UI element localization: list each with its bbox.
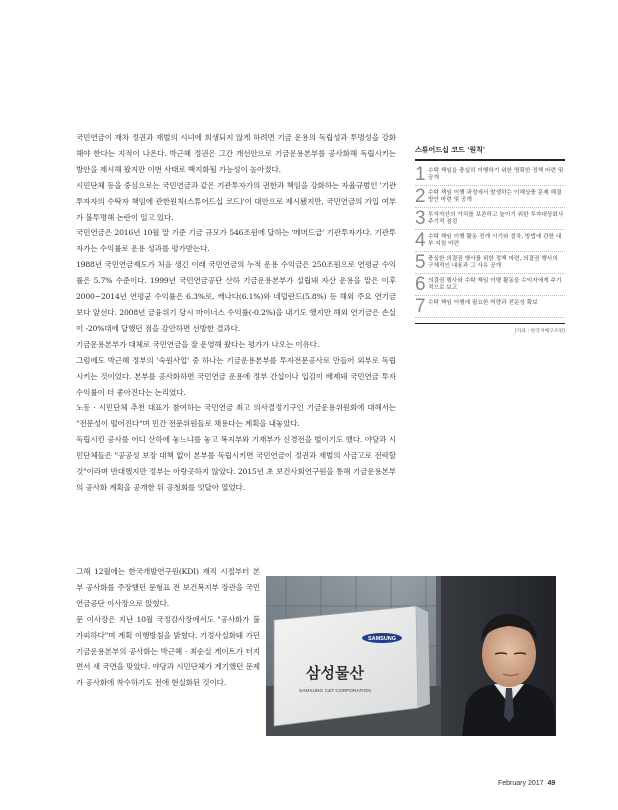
paragraph: 국민연금은 2016년 10월 말 기준 기금 규모가 546조원에 달하는 '메머드급' 기관투자가다. 기관투자가는 수익률로 운용 성과를 평가받는다. bbox=[76, 228, 396, 254]
paragraph: 1988년 국민연금제도가 처음 생긴 이래 국민연금의 누적 운용 수익금은 250조원으로 연평균 수익률은 5.7% 수준이다. 1999년 국민연금공단 산하 기금운용본부가 설립돼 자산 운용을 맡은 이후 2000~2014년 연평균 수익률은 6.3%로, 캐나다(6.1%)와 네덜란드(5.8%) 등 해외 주요 연기금보다 앞선다. 2008년 금융위기 당시 마이너스 수익률(-0.2%)을 내기도 했지만 해외 연기금은 손실이 -20%대에 달했던 점을 감안하면 선방한 결과다. bbox=[76, 260, 396, 333]
photo-illustration bbox=[266, 576, 556, 736]
paragraph: 문 이사장은 지난 10월 국정감사장에서도 "공사화가 불가피하다"며 계획 이행방침을 밝혔다. 기정사실화돼 가던 기금운용본부의 공사화는 박근혜 · 최순실 게이트가 터지면서 새 국면을 맞았다. 야당과 시민단체가 계기했던 문제가 공사화에 착수하기도 전에 현실화된 것이다. bbox=[76, 614, 260, 688]
article-body-continued bbox=[76, 564, 260, 691]
paragraph: 시민단체 등을 중심으로는 국민연금과 같은 기관투자가의 권한과 책임을 강화하는 자율규범인 '기관투자자의 수탁자 책임에 관한원칙(스튜어드십 코드)'이 대안으로 제시됐지만, 국민연금의 가입 여부가 불투명해 논란이 일고 있다. bbox=[76, 180, 396, 222]
page-footer bbox=[498, 780, 555, 787]
principle-item bbox=[415, 164, 565, 186]
principle-text: 수탁 책임 이행 활동 전개 시기와 절차, 방법에 관한 내부 지침 마련 bbox=[428, 233, 562, 247]
stewardship-code-sidebar bbox=[415, 145, 565, 334]
article-body bbox=[76, 130, 396, 496]
paragraph: 국민연금이 재차 정권과 재벌의 시녀에 희생되지 않게 하려면 기금 운용의 독립성과 투명성을 강화해야 한다는 지적이 나온다. 박근혜 정권은 그간 개선안으로 기금운용본부를 공사화해 독립시키는 방안을 제시해 왔지만 이번 사태로 백지화될 가능성이 높아졌다. bbox=[76, 133, 396, 174]
sign-logo-text: SAMSUNG bbox=[367, 636, 397, 643]
principles-list bbox=[415, 164, 565, 318]
principle-number: 5 bbox=[415, 252, 426, 273]
principle-number: 4 bbox=[415, 230, 426, 251]
principle-item bbox=[415, 274, 565, 296]
news-photo bbox=[266, 576, 556, 736]
principle-number: 2 bbox=[415, 186, 426, 207]
paragraph: 독립시킨 공사를 어디 산하에 놓느냐를 놓고 복지부와 기재부가 신경전을 벌이기도 했다. 야당과 시민단체들은 "공공성 보장 대책 없이 본부를 독립시키면 국민연금이 정권과 재벌의 사금고로 전락할 것"이라며 반대했지만 정부는 아랑곳하지 않았다. 2015년 초 보건사회연구원을 통해 기금운용본부의 공사화 계획을 공개한 뒤 공청회를 잇달아 열었다. bbox=[76, 435, 396, 492]
sidebar-title: 스튜어드십 코드 '원칙' bbox=[415, 145, 565, 161]
principle-number: 1 bbox=[415, 164, 426, 185]
principle-text: 충실한 의결권 행사를 위한 정책 마련, 의결권 행사의 구체적인 내용과 그 사유 공개 bbox=[428, 255, 558, 269]
principle-number: 3 bbox=[415, 208, 426, 229]
principle-text: 수탁 책임 이행 과정에서 발생하는 이해상충 문제 해결 방안 마련 및 공개 bbox=[428, 189, 562, 203]
sign-english-text: SAMSUNG C&T CORPORATION bbox=[299, 689, 371, 694]
principle-number: 7 bbox=[415, 296, 426, 317]
principle-item bbox=[415, 230, 565, 252]
page-number: 49 bbox=[547, 780, 556, 787]
sign-korean-text: 삼성물산 bbox=[306, 664, 364, 682]
principle-text: 의결권 행사와 수탁 책임 이행 활동을 수익자에게 주기적으로 보고 bbox=[428, 277, 562, 291]
paragraph: 노동 · 시민단체 추천 대표가 참여하는 국민연금 최고 의사결정기구인 기금운용위원회에 대해서는 "전문성이 떨어진다"며 민간 전문위원들로 채용다는 계획을 내놓았다. bbox=[76, 403, 396, 429]
issue-date: February 2017 bbox=[498, 780, 544, 787]
principle-number: 6 bbox=[415, 274, 426, 295]
sidebar-source: (자료 : 한국지배구조원) bbox=[415, 323, 565, 334]
paragraph: 그럼에도 박근혜 정부의 '숙원사업' 중 하나는 기금운용본부를 투자전문공사로 만들어 외부로 독립시키는 것이었다. 본부를 공사화하면 국민연금 운용에 정부 간섭이나 입김이 배제돼 국민연금 투자 수익률이 더 좋아진다는 논리였다. bbox=[76, 355, 396, 397]
principle-item bbox=[415, 208, 565, 230]
principle-item bbox=[415, 252, 565, 274]
principle-item bbox=[415, 186, 565, 208]
paragraph: 기금운용본부가 대체로 국민연금을 잘 운영해 왔다는 평가가 나오는 이유다. bbox=[76, 339, 320, 349]
principle-text: 투자자산의 가치를 보존하고 높이기 위한 투자대상회사 주기적 점검 bbox=[428, 211, 564, 225]
principle-text: 수탁 책임 이행에 필요한 역량과 전문성 확보 bbox=[428, 299, 538, 306]
principle-item bbox=[415, 296, 565, 318]
paragraph: 그해 12월에는 한국개발연구원(KDI) 재직 시절부터 본부 공사화를 주장했던 문형표 전 보건복지부 장관을 국민연금공단 이사장으로 앉혔다. bbox=[76, 567, 260, 608]
principle-text: 수탁 책임을 충실히 이행하기 위한 명확한 정책 마련 및 공개 bbox=[428, 167, 564, 181]
